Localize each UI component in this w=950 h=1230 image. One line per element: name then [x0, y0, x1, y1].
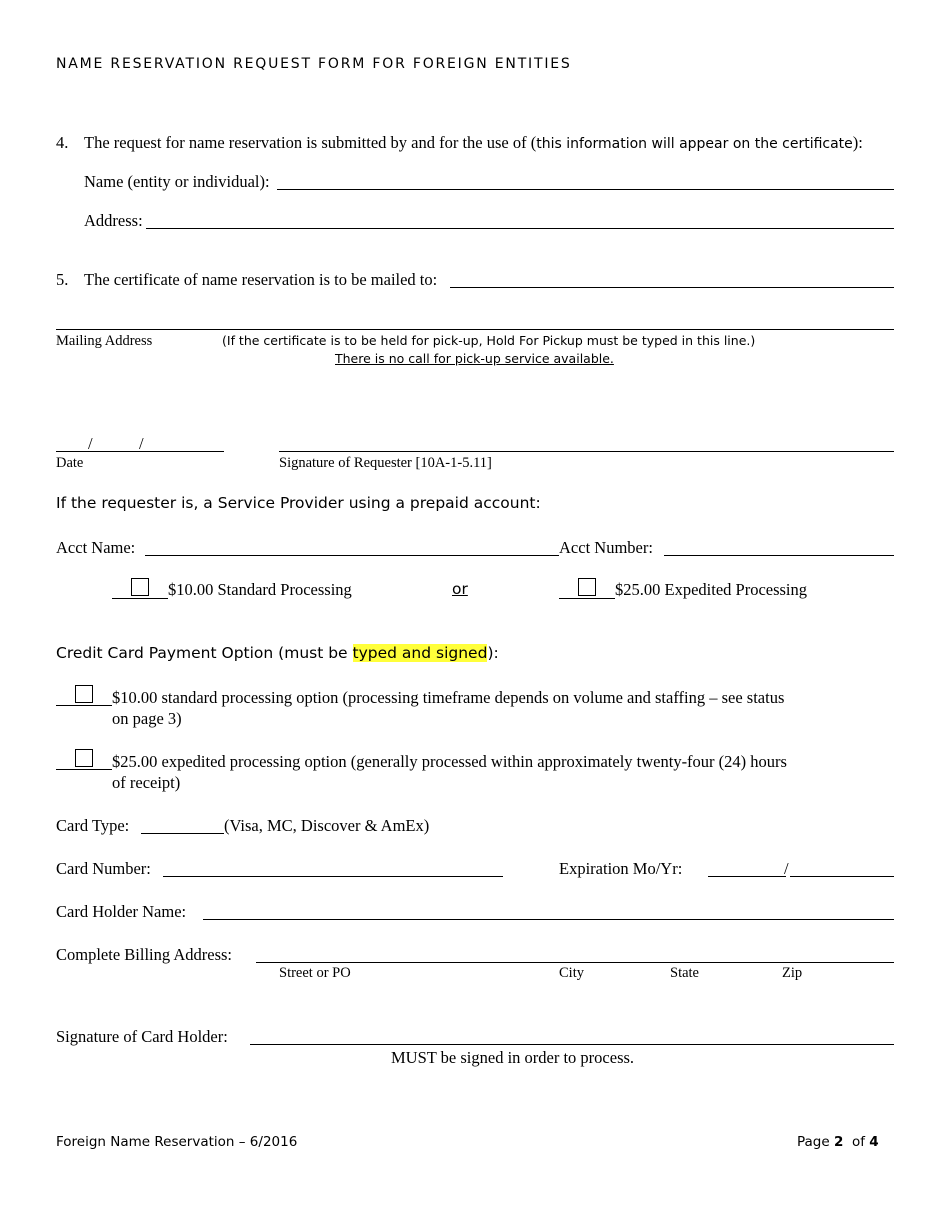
- expedited-processing-label: $25.00 Expedited Processing: [615, 580, 808, 599]
- standard-processing-underline: [112, 598, 168, 599]
- or-label: or: [452, 580, 468, 598]
- credit-card-heading: Credit Card Payment Option (must be typed and signed):: [56, 644, 499, 662]
- expedited-processing-checkbox[interactable]: [578, 578, 596, 596]
- requester-signature-label: Signature of Requester [10A-1-5.11]: [279, 455, 492, 471]
- address-field[interactable]: [146, 228, 894, 229]
- billing-address-field[interactable]: [256, 962, 894, 963]
- cc-expedited-label-line2: of receipt): [112, 773, 181, 792]
- mailing-address-field[interactable]: [56, 329, 894, 330]
- cc-expedited-underline: [56, 769, 112, 770]
- cc-standard-label-line2: on page 3): [112, 709, 182, 728]
- page-header-title: NAME RESERVATION REQUEST FORM FOR FOREIGN ENTITIES: [56, 56, 572, 72]
- date-field[interactable]: [56, 451, 224, 452]
- address-label: Address:: [84, 211, 143, 230]
- mail-to-field[interactable]: [450, 287, 894, 288]
- state-label: State: [670, 965, 699, 981]
- expiration-month-field[interactable]: [708, 876, 786, 877]
- card-number-field[interactable]: [163, 876, 503, 877]
- street-label: Street or PO: [279, 965, 351, 981]
- footer-left: Foreign Name Reservation – 6/2016: [56, 1134, 298, 1150]
- expedited-processing-underline: [559, 598, 615, 599]
- standard-processing-label: $10.00 Standard Processing: [168, 580, 352, 599]
- mailing-address-label: Mailing Address: [56, 333, 153, 349]
- card-holder-signature-field[interactable]: [250, 1044, 894, 1045]
- must-sign-note: MUST be signed in order to process.: [391, 1048, 635, 1067]
- pickup-note: (If the certificate is to be held for pick-up, Hold For Pickup must be typed in this line.): [222, 333, 756, 348]
- acct-name-field[interactable]: [145, 555, 559, 556]
- cc-standard-label-line1: $10.00 standard processing option (processing timeframe depends on volume and staffing – see status: [112, 688, 785, 707]
- item-5-text: The certificate of name reservation is to be mailed to:: [84, 270, 438, 289]
- zip-label: Zip: [782, 965, 803, 981]
- requester-signature-field[interactable]: [279, 451, 894, 452]
- standard-processing-checkbox[interactable]: [131, 578, 149, 596]
- card-holder-signature-label: Signature of Card Holder:: [56, 1027, 228, 1046]
- cc-standard-checkbox[interactable]: [75, 685, 93, 703]
- card-holder-name-field[interactable]: [203, 919, 894, 920]
- no-pickup-note: There is no call for pick-up service available.: [335, 351, 614, 366]
- date-label: Date: [56, 455, 84, 471]
- expiration-label: Expiration Mo/Yr:: [559, 859, 683, 878]
- expiration-slash: /: [784, 859, 789, 878]
- item-4-number: 4.: [56, 133, 69, 152]
- cc-expedited-label-line1: $25.00 expedited processing option (generally processed within approximately twenty-four (24) hours: [112, 752, 787, 771]
- date-slash-2: /: [139, 434, 144, 453]
- card-holder-name-label: Card Holder Name:: [56, 902, 187, 921]
- date-slash-1: /: [88, 434, 93, 453]
- acct-number-label: Acct Number:: [559, 538, 653, 557]
- entity-name-label: Name (entity or individual):: [84, 172, 270, 191]
- item-4-text: The request for name reservation is submitted by and for the use of (this information will appear on the certificate):: [84, 133, 863, 152]
- cc-expedited-checkbox[interactable]: [75, 749, 93, 767]
- prepaid-heading: If the requester is, a Service Provider using a prepaid account:: [56, 494, 541, 512]
- acct-number-field[interactable]: [664, 555, 894, 556]
- acct-name-label: Acct Name:: [56, 538, 136, 557]
- billing-address-label: Complete Billing Address:: [56, 945, 232, 964]
- card-type-label: Card Type:: [56, 816, 130, 835]
- cc-standard-underline: [56, 705, 112, 706]
- city-label: City: [559, 965, 584, 981]
- highlighted-text: typed and signed: [352, 644, 488, 662]
- expiration-year-field[interactable]: [790, 876, 894, 877]
- card-number-label: Card Number:: [56, 859, 151, 878]
- item-5-number: 5.: [56, 270, 69, 289]
- page-number: Page 2 of 4: [797, 1134, 879, 1150]
- card-type-field[interactable]: [141, 833, 224, 834]
- card-type-note: (Visa, MC, Discover & AmEx): [224, 816, 430, 835]
- entity-name-field[interactable]: [277, 189, 894, 190]
